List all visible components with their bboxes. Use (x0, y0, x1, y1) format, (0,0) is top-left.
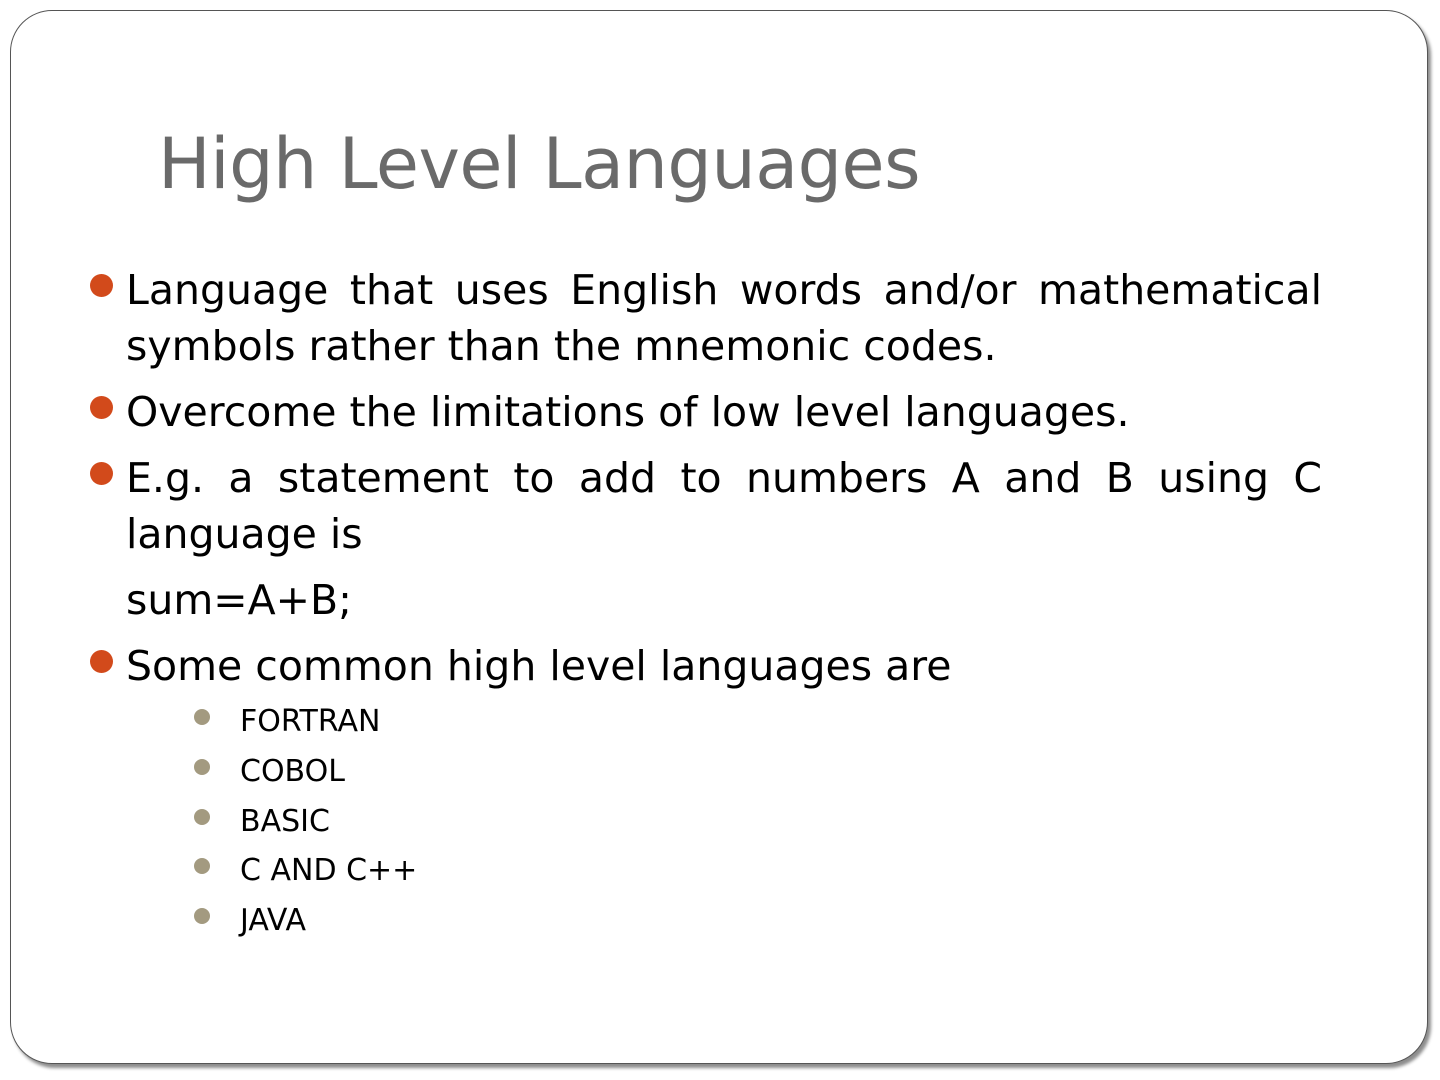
bullet-item (88, 450, 1322, 562)
bullet-text: Overcome the limitations of low level languages. (126, 388, 1130, 436)
slide-body (88, 262, 1322, 694)
bullet-text: E.g. a statement to add to numbers A and B using C language is (126, 454, 1322, 558)
language-item (192, 896, 417, 946)
sub-bullet-dot-icon (194, 709, 210, 725)
language-name: BASIC (240, 803, 330, 839)
bullet-item (88, 262, 1322, 374)
bullet-text: Some common high level languages are (126, 642, 952, 690)
bullet-text: Language that uses English words and/or mathematical symbols rather than the mnemonic codes. (126, 266, 1322, 370)
bullet-dot-icon (90, 650, 113, 673)
language-item (192, 747, 417, 797)
bullet-dot-icon (90, 462, 113, 485)
bullet-dot-icon (90, 274, 113, 297)
language-name: FORTRAN (240, 704, 381, 739)
bullet-item (88, 638, 1322, 694)
bullet-dot-icon (90, 396, 113, 419)
code-example: sum=A+B; (126, 576, 352, 624)
language-item (192, 846, 417, 896)
language-name: C AND C++ (240, 853, 418, 889)
sub-bullet-dot-icon (194, 759, 210, 775)
language-item (192, 797, 417, 847)
sub-bullet-dot-icon (194, 809, 210, 825)
language-name: COBOL (240, 753, 345, 789)
bullet-item (88, 384, 1322, 440)
sub-bullet-dot-icon (194, 858, 210, 874)
language-item (192, 697, 417, 747)
language-name: JAVA (240, 903, 307, 939)
slide-title: High Level Languages (158, 123, 921, 205)
languages-list (192, 697, 417, 946)
sub-bullet-dot-icon (194, 908, 210, 924)
